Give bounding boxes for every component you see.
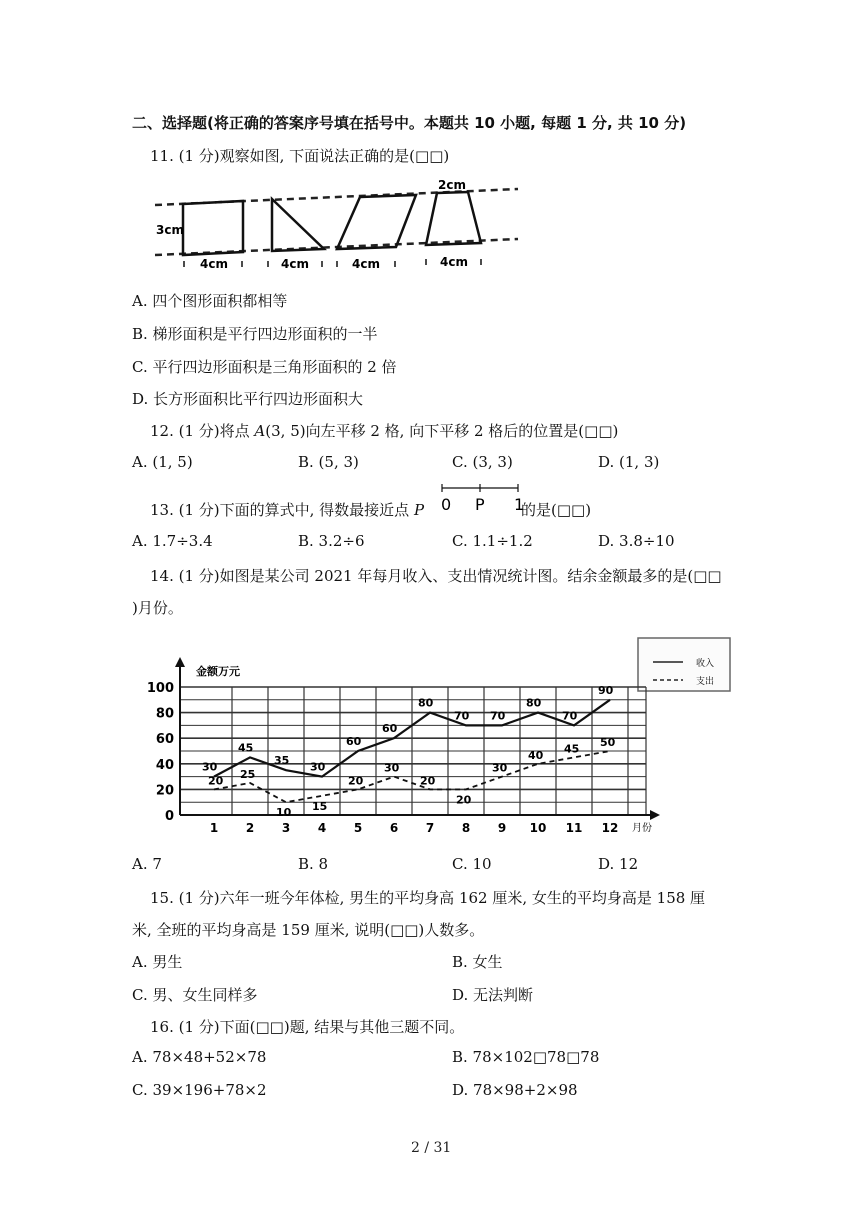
y-tick-label: 60 xyxy=(155,732,174,748)
y-tick-label: 80 xyxy=(155,706,174,722)
y-tick-label: 0 xyxy=(164,809,174,824)
x-tick-label: 4 xyxy=(317,821,327,835)
q13-option-b[interactable]: B. 3.2÷6 xyxy=(298,532,365,550)
income-data-label: 30 xyxy=(310,760,326,774)
q12-option-b[interactable]: B. (5, 3) xyxy=(298,453,359,471)
q16-option-d[interactable]: D. 78×98+2×98 xyxy=(452,1081,578,1099)
number-line-one: 1 xyxy=(514,495,525,514)
question-16-stem: 16. (1 分)下面(□□)题, 结果与其他三题不同。 xyxy=(150,1018,465,1036)
question-14-stem-line1: 14. (1 分)如图是某公司 2021 年每月收入、支出情况统计图。结余金额最多的是(□□ xyxy=(150,567,722,585)
expense-data-label: 30 xyxy=(384,761,400,775)
base-label-4: 4cm xyxy=(440,255,468,269)
x-tick-label: 9 xyxy=(497,821,507,835)
q16-option-c[interactable]: C. 39×196+78×2 xyxy=(132,1081,267,1099)
height-label: 3cm xyxy=(156,223,184,237)
y-tick-label: 40 xyxy=(155,757,174,773)
q13-option-a[interactable]: A. 1.7÷3.4 xyxy=(132,532,213,550)
expense-data-label: 10 xyxy=(276,806,292,820)
base-label-3: 4cm xyxy=(352,257,380,271)
expense-data-label: 45 xyxy=(564,742,580,756)
y-tick-label: 100 xyxy=(146,681,174,696)
rectangle-shape xyxy=(183,201,243,255)
expense-data-label: 25 xyxy=(240,768,256,781)
q13-number-line xyxy=(438,480,528,516)
expense-data-label: 20 xyxy=(456,793,472,807)
x-tick-label: 10 xyxy=(529,821,547,835)
x-tick-label: 12 xyxy=(601,821,619,835)
number-line-p: P xyxy=(475,495,485,514)
top-length-label: 2cm xyxy=(438,178,466,192)
x-tick-label: 6 xyxy=(389,821,399,835)
income-data-label: 80 xyxy=(526,696,542,710)
legend-expense-label: 支出 xyxy=(696,677,715,687)
income-data-label: 30 xyxy=(202,760,218,774)
x-tick-label: 11 xyxy=(565,821,583,835)
q12-option-d[interactable]: D. (1, 3) xyxy=(598,453,660,471)
legend-income-label: 收入 xyxy=(696,659,715,669)
q14-option-a[interactable]: A. 7 xyxy=(132,855,162,873)
income-data-label: 60 xyxy=(346,735,362,748)
base-label-2: 4cm xyxy=(281,257,309,271)
section-title: 二、选择题(将正确的答案序号填在括号中。本题共 10 小题, 每题 1 分, 共 10 分) xyxy=(132,114,687,132)
question-13-stem-pre: 13. (1 分)下面的算式中, 得数最接近点 P xyxy=(150,501,425,519)
income-data-label: 90 xyxy=(598,683,614,697)
q11-option-d[interactable]: D. 长方形面积比平行四边形面积大 xyxy=(132,390,364,408)
x-tick-label: 8 xyxy=(461,821,471,835)
q12-option-c[interactable]: C. (3, 3) xyxy=(452,453,513,471)
base-label-1: 4cm xyxy=(200,257,228,271)
number-line-zero: 0 xyxy=(441,495,452,514)
x-tick-label: 1 xyxy=(209,821,219,835)
expense-data-label: 50 xyxy=(600,736,616,749)
income-data-label: 70 xyxy=(454,709,470,723)
q15-option-a[interactable]: A. 男生 xyxy=(132,953,183,971)
x-tick-label: 3 xyxy=(281,821,291,835)
expense-data-label: 15 xyxy=(312,799,328,813)
expense-data-label: 40 xyxy=(528,748,544,762)
triangle-shape xyxy=(272,199,324,251)
q13-option-d[interactable]: D. 3.8÷10 xyxy=(598,532,675,550)
q14-option-b[interactable]: B. 8 xyxy=(298,855,329,873)
question-11-stem: 11. (1 分)观察如图, 下面说法正确的是(□□) xyxy=(150,147,450,165)
q15-option-b[interactable]: B. 女生 xyxy=(452,953,503,971)
x-tick-labels xyxy=(210,821,619,835)
y-axis-label: 金额万元 xyxy=(196,665,240,678)
q16-option-a[interactable]: A. 78×48+52×78 xyxy=(132,1048,267,1066)
q11-option-c[interactable]: C. 平行四边形面积是三角形面积的 2 倍 xyxy=(132,358,397,376)
q14-option-c[interactable]: C. 10 xyxy=(452,855,492,873)
q16-option-b[interactable]: B. 78×102□78□78 xyxy=(452,1048,600,1066)
question-15-stem-line1: 15. (1 分)六年一班今年体检, 男生的平均身高 162 厘米, 女生的平均身高是 158 厘 xyxy=(150,889,706,907)
question-12-stem: 12. (1 分)将点 A(3, 5)向左平移 2 格, 向下平移 2 格后的位置是(□□) xyxy=(150,422,619,440)
trapezoid-shape xyxy=(426,192,481,245)
y-tick-label: 20 xyxy=(155,783,174,799)
expense-data-label: 20 xyxy=(208,774,224,788)
page-number: 2 / 31 xyxy=(411,1140,452,1156)
expense-data-label: 30 xyxy=(492,761,508,775)
q11-option-a[interactable]: A. 四个图形面积都相等 xyxy=(132,292,288,310)
legend-box xyxy=(638,638,730,691)
q15-option-c[interactable]: C. 男、女生同样多 xyxy=(132,986,258,1004)
y-axis-arrow xyxy=(175,657,185,667)
x-axis-arrow xyxy=(650,810,660,820)
income-data-label: 45 xyxy=(238,741,254,755)
x-tick-label: 2 xyxy=(245,821,255,835)
y-tick-labels xyxy=(147,681,174,824)
x-tick-label: 7 xyxy=(425,821,435,835)
income-data-label: 70 xyxy=(490,709,506,723)
question-15-stem-line2: 米, 全班的平均身高是 159 厘米, 说明(□□)人数多。 xyxy=(132,921,485,939)
question-13-stem-post: 的是(□□) xyxy=(521,501,592,519)
q12-option-a[interactable]: A. (1, 5) xyxy=(132,453,193,471)
expense-data-label: 20 xyxy=(348,774,364,788)
q11-figure xyxy=(150,175,520,275)
income-data-label: 35 xyxy=(274,754,290,768)
x-tick-label: 5 xyxy=(353,821,363,835)
expense-data-label: 20 xyxy=(420,774,436,788)
q13-option-c[interactable]: C. 1.1÷1.2 xyxy=(452,532,533,550)
income-data-label: 70 xyxy=(562,709,578,723)
q11-option-b[interactable]: B. 梯形面积是平行四边形面积的一半 xyxy=(132,325,378,343)
income-data-label: 60 xyxy=(382,722,398,736)
income-data-label: 80 xyxy=(418,696,434,710)
parallelogram-shape xyxy=(337,195,416,249)
income-expense-line-chart xyxy=(146,635,735,840)
q14-option-d[interactable]: D. 12 xyxy=(598,855,639,873)
x-axis-label: 月份 xyxy=(632,823,652,834)
q15-option-d[interactable]: D. 无法判断 xyxy=(452,986,534,1004)
question-14-stem-line2: )月份。 xyxy=(132,599,183,617)
